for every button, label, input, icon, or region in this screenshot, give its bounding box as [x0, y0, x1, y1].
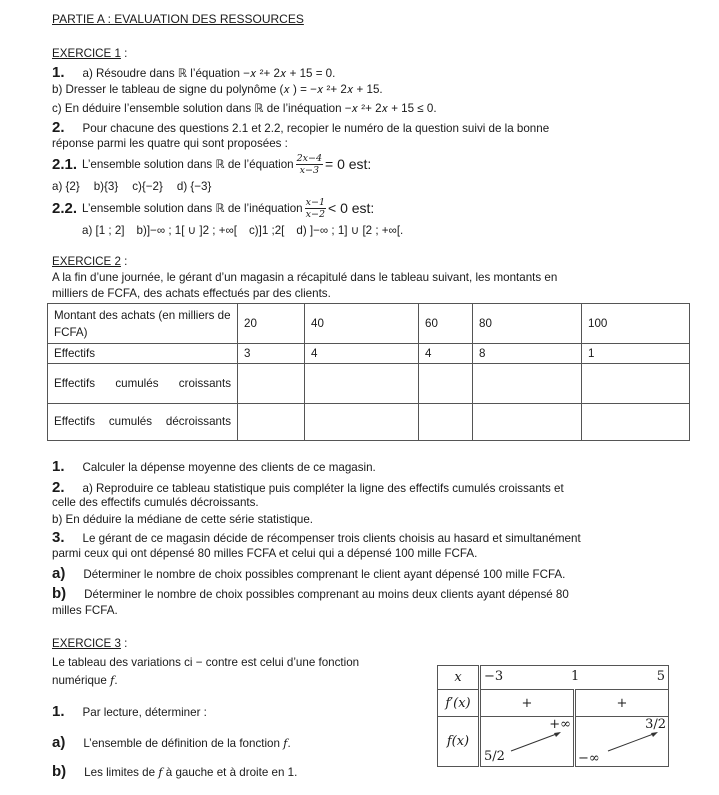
- f-variation-left: [480, 717, 575, 767]
- fprime-sign-right: +: [575, 690, 669, 717]
- ex2-q2a-line2: celle des effectifs cumulés décroissants.: [52, 496, 259, 509]
- ex3-qa: [52, 734, 291, 751]
- ex2-q3: [52, 529, 581, 546]
- ex1-q1b: b) Dresser le tableau de signe du polynôme (𝑥 ) = −𝑥 ²+ 2𝑥 + 15.: [52, 83, 383, 96]
- ex1-q22-fraction: [305, 197, 326, 220]
- table-cell: 4: [305, 344, 419, 364]
- ex2-q3a-text: Déterminer le nombre de choix possibles comprenant le client ayant dépensé 100 mille FCFA.: [83, 568, 566, 581]
- ex2-q2a-line1: a) Reproduire ce tableau statistique puis compléter la ligne des effectifs cumulés croissants et: [82, 482, 564, 495]
- fraction-numerator: 2x−4: [296, 152, 323, 164]
- table-row-effectifs: [48, 344, 690, 364]
- ex2-q3a-label: a): [52, 565, 66, 582]
- option-b: b){3}: [93, 180, 119, 193]
- table-cell: [473, 404, 582, 441]
- var-row-f: [438, 717, 669, 767]
- ex1-q22-number: 2.2.: [52, 199, 78, 217]
- ex2-q3-line1: Le gérant de ce magasin décide de récompenser trois clients choisis au hasard et simultanément: [82, 532, 581, 545]
- text: numérique: [52, 674, 111, 687]
- arrow-up-icon: [606, 729, 662, 755]
- option-b: b)]−∞ ; 1[ ∪ ]2 ; +∞[: [136, 224, 237, 237]
- ex1-q1-number: 1.: [52, 64, 65, 81]
- option-d: d) ]−∞ ; 1] ∪ [2 ; +∞[.: [296, 224, 404, 237]
- ex2-intro-line1: A la fin d’une journée, le gérant d’un magasin a récapitulé dans le tableau suivant, les montants en: [52, 271, 558, 284]
- ex3-q1: [52, 703, 207, 720]
- text: .: [114, 674, 118, 687]
- ex3-q1-number: 1.: [52, 703, 65, 720]
- ex2-q2-number: 2.: [52, 479, 65, 496]
- table-cell: 80: [473, 304, 582, 344]
- table-cell: 4: [419, 344, 473, 364]
- ex1-q1a-text: a) Résoudre dans ℝ l’équation −𝑥 ²+ 2𝑥 + 15 = 0.: [82, 67, 336, 80]
- table-cell: 3: [238, 344, 305, 364]
- ex1-q2: [52, 119, 662, 136]
- x-value-end: 5: [656, 669, 665, 684]
- ex1-q2-number: 2.: [52, 119, 65, 136]
- ex1-heading: [52, 47, 127, 60]
- ex2-heading: [52, 255, 127, 268]
- ex1-q21-after: = 0 est:: [325, 156, 372, 172]
- var-row-fprime: [438, 690, 669, 717]
- arrow-up-icon: [509, 729, 565, 755]
- fraction-denominator: x−2: [305, 208, 326, 220]
- ex3-q1-text: Par lecture, déterminer :: [82, 706, 207, 719]
- ex2-q2b: b) En déduire la médiane de cette série statistique.: [52, 513, 314, 526]
- ex1-q2-text-line2: réponse parmi les quatre qui sont proposées :: [52, 137, 288, 150]
- statistics-table: [47, 303, 690, 441]
- ex2-q1-text: Calculer la dépense moyenne des clients de ce magasin.: [82, 461, 376, 474]
- var-f-label: f(x): [438, 717, 480, 767]
- x-value-mid: 1: [571, 669, 580, 684]
- ex3-qb-label: b): [52, 763, 67, 780]
- table-cell: [582, 404, 690, 441]
- f-left-start: 5/2: [484, 749, 505, 764]
- fraction-numerator: x−1: [305, 196, 326, 208]
- ex2-q2a: [52, 479, 564, 496]
- ex1-q22-text: L’ensemble solution dans ℝ de l’inéquation: [82, 202, 303, 215]
- ex2-q3-number: 3.: [52, 529, 65, 546]
- table-cell: [419, 364, 473, 404]
- table-cell: [582, 364, 690, 404]
- ex1-q21-fraction: [296, 153, 323, 176]
- table-cell: [305, 364, 419, 404]
- var-row-x: [438, 666, 669, 690]
- ex1-q22-options: [82, 223, 403, 237]
- text: à gauche et à droite en 1.: [162, 766, 298, 779]
- var-fprime-label: f′(x): [438, 690, 480, 717]
- ex1-q1a: [52, 64, 335, 81]
- text: .: [287, 737, 291, 750]
- ex2-title: EXERCICE 2: [52, 255, 121, 268]
- row-header: Effectifs cumulés croissants: [48, 364, 238, 404]
- ex2-q3b-line2: milles FCFA.: [52, 604, 118, 617]
- ex1-q21-text: L’ensemble solution dans ℝ de l’équation: [82, 158, 294, 171]
- ex2-intro-line2: milliers de FCFA, des achats effectués par des clients.: [52, 287, 331, 300]
- table-cell: [305, 404, 419, 441]
- ex1-q21-number: 2.1.: [52, 155, 78, 173]
- table-cell: [419, 404, 473, 441]
- table-cell: 1: [582, 344, 690, 364]
- function-symbol: f: [110, 673, 115, 687]
- option-a: a) {2}: [52, 180, 80, 193]
- fraction-denominator: x−3: [299, 164, 319, 176]
- ex3-qb: [52, 763, 297, 780]
- ex3-intro-line1: Le tableau des variations ci − contre est celui d’une fonction: [52, 656, 360, 669]
- text: Les limites de: [84, 766, 159, 779]
- ex2-q3-line2: parmi ceux qui ont dépensé 80 milles FCFA et celui qui a dépensé 100 mille FCFA.: [52, 547, 478, 560]
- ex1-q22: [52, 193, 374, 223]
- ex2-q1-number: 1.: [52, 458, 65, 475]
- ex2-q3b: [52, 585, 569, 602]
- f-left-end: +∞: [549, 717, 571, 732]
- ex3-qa-label: a): [52, 734, 66, 751]
- var-x-label: x: [438, 666, 480, 690]
- ex1-title-suffix: :: [120, 47, 128, 60]
- option-c: c){−2}: [132, 180, 163, 193]
- var-x-values: [480, 666, 669, 690]
- table-row-ecc: [48, 364, 690, 404]
- table-cell: 20: [238, 304, 305, 344]
- table-cell: [238, 404, 305, 441]
- f-variation-right: [575, 717, 669, 767]
- ex3-title-suffix: :: [120, 637, 128, 650]
- option-a: a) [1 ; 2]: [82, 224, 125, 237]
- ex2-title-suffix: :: [120, 255, 128, 268]
- f-right-end: 3/2: [645, 717, 666, 732]
- ex1-title: EXERCICE 1: [52, 47, 121, 60]
- table-row-ecd: [48, 404, 690, 441]
- variation-table: [437, 665, 669, 767]
- table-cell: 40: [305, 304, 419, 344]
- table-cell: 60: [419, 304, 473, 344]
- ex1-q2-text-line1: Pour chacune des questions 2.1 et 2.2, recopier le numéro de la question suivi de la bonne: [82, 122, 550, 135]
- option-c: c)]1 ;2[: [248, 224, 285, 237]
- function-symbol: f: [283, 736, 288, 750]
- ex1-q21-options: [52, 180, 211, 193]
- ex1-q22-after: < 0 est:: [328, 200, 375, 216]
- fprime-sign-left: +: [480, 690, 575, 717]
- ex2-q3b-label: b): [52, 585, 67, 602]
- table-cell: [473, 364, 582, 404]
- table-row-montant: [48, 304, 690, 344]
- x-value-start: −3: [484, 669, 504, 684]
- ex3-title: EXERCICE 3: [52, 637, 121, 650]
- f-right-start: −∞: [578, 751, 600, 766]
- row-header: Effectifs: [48, 344, 238, 364]
- table-cell: 8: [473, 344, 582, 364]
- ex2-q3b-line1: Déterminer le nombre de choix possibles comprenant au moins deux clients ayant dépensé 80: [84, 588, 569, 601]
- row-header: Montant des achats (en milliers de FCFA): [48, 304, 238, 344]
- partie-title: PARTIE A : EVALUATION DES RESSOURCES: [52, 12, 304, 26]
- ex1-q1c: c) En déduire l’ensemble solution dans ℝ de l’inéquation −𝑥 ²+ 2𝑥 + 15 ≤ 0.: [52, 102, 437, 115]
- ex3-heading: [52, 637, 127, 650]
- row-header: Effectifs cumulés décroissants: [48, 404, 238, 441]
- option-d: d) {−3}: [176, 180, 212, 193]
- ex3-intro-line2: [52, 673, 118, 687]
- ex2-q3a: [52, 565, 565, 582]
- function-symbol: f: [158, 765, 163, 779]
- table-cell: 100: [582, 304, 690, 344]
- ex2-q1: [52, 458, 376, 475]
- table-cell: [238, 364, 305, 404]
- ex1-q21: [52, 150, 371, 178]
- text: L’ensemble de définition de la fonction: [83, 737, 284, 750]
